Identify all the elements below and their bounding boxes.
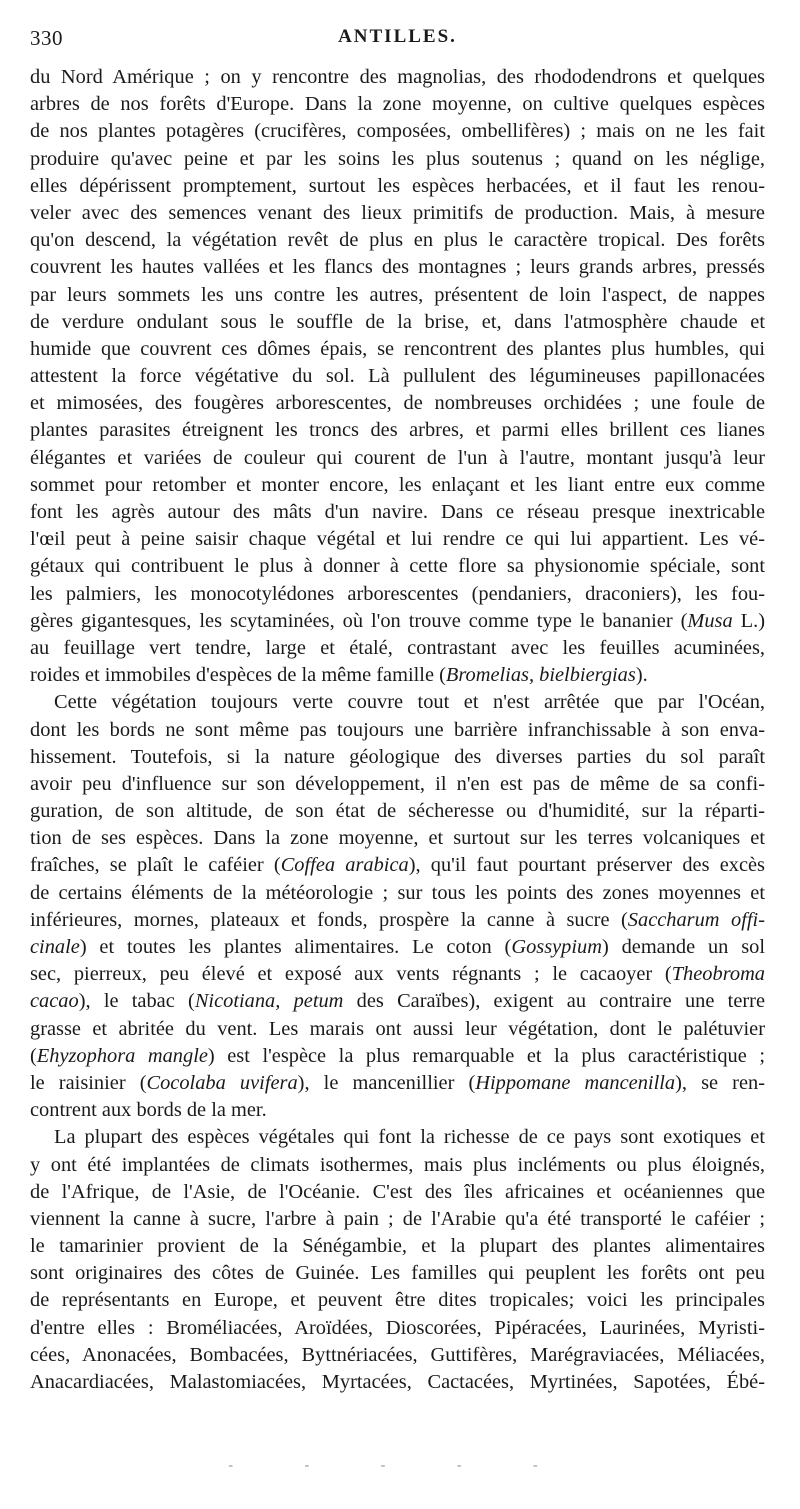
italic-term: Coffea arabica bbox=[280, 854, 409, 877]
italic-term: Nicotiana, petum bbox=[194, 990, 344, 1013]
italic-term: cinale bbox=[30, 936, 80, 958]
text-line bbox=[30, 744, 765, 771]
text-line bbox=[30, 526, 765, 553]
text-line bbox=[30, 173, 765, 200]
page-header bbox=[30, 26, 765, 56]
text-line bbox=[30, 717, 765, 744]
text-run: et mimosées, des fougères arborescentes, de nombreuses orchidées ; une foule de bbox=[30, 392, 765, 415]
text-run: guration, de son altitude, de son état de sécheresse ou d'humidité, sur la réparti- bbox=[30, 800, 765, 823]
text-run: ), le mancenillier ( bbox=[297, 1071, 476, 1094]
text-line bbox=[30, 282, 765, 309]
text-run: l'œil peut à peine saisir chaque végétal et lui rendre ce qui lui appartient. Les vé- bbox=[30, 528, 765, 551]
page-number: 330 bbox=[30, 26, 63, 50]
italic-term: Gossypium bbox=[511, 936, 602, 958]
text-run: ) et toutes les plantes alimentaires. Le coton ( bbox=[79, 936, 512, 958]
text-run: Anacardiacées, Malastomiacées, Myrtacées, Cactacées, Myrtinées, Sapotées, Ébé- bbox=[30, 1371, 765, 1393]
text-line bbox=[30, 689, 765, 716]
text-run: font les agrès autour des mâts d'un navire. Dans ce réseau presque inextricable bbox=[30, 501, 765, 523]
footer-marks: - - - - - bbox=[228, 1458, 572, 1473]
text-run: qu'on descend, la végétation revêt de plus en plus le caractère tropical. Des forêts bbox=[30, 229, 765, 252]
italic-term: cacao bbox=[30, 990, 79, 1013]
text-run: y ont été implantées de climats isothermes, mais plus incléments ou plus éloignés, bbox=[30, 1153, 765, 1176]
italic-term: Hippomane mancenilla bbox=[475, 1071, 676, 1094]
text-line bbox=[30, 852, 765, 879]
text-line bbox=[30, 445, 765, 472]
text-run: sommet pour retomber et monter encore, les enlaçant et les liant entre eux comme bbox=[30, 473, 765, 496]
text-run: roides et immobiles d'espèces de la même famille ( bbox=[30, 664, 446, 687]
text-run: L.) bbox=[732, 609, 765, 632]
text-line bbox=[30, 798, 765, 825]
text-run: produire qu'avec peine et par les soins les plus soutenus ; quand on les néglige, bbox=[30, 147, 765, 170]
text-run: ). bbox=[635, 664, 648, 687]
text-line bbox=[30, 1070, 765, 1097]
text-line bbox=[30, 146, 765, 173]
text-line bbox=[30, 227, 765, 254]
text-run: couvrent les hautes vallées et les flancs des montagnes ; leurs grands arbres, pressés bbox=[30, 256, 765, 279]
text-run: hissement. Toutefois, si la nature géologique des diverses parties du sol paraît bbox=[30, 745, 765, 768]
text-line bbox=[30, 662, 765, 689]
text-line bbox=[30, 309, 765, 336]
italic-term: Saccharum offi- bbox=[627, 908, 766, 931]
italic-term: Bromelias, bielbiergias bbox=[445, 664, 636, 687]
text-line bbox=[30, 880, 765, 907]
text-run: gères gigantesques, les scytaminées, où l'on trouve comme type le bananier ( bbox=[30, 609, 688, 632]
text-line bbox=[30, 1342, 765, 1369]
text-run: par leurs sommets les uns contre les autres, présentent de loin l'aspect, de nappes bbox=[30, 283, 765, 306]
text-line bbox=[30, 1152, 765, 1179]
text-run: veler avec des semences venant des lieux primitifs de production. Mais, à mesure bbox=[30, 201, 765, 224]
text-line bbox=[30, 1179, 765, 1206]
text-run: humide que couvrent ces dômes épais, se rencontrent des plantes plus humbles, qui bbox=[30, 337, 765, 360]
text-line bbox=[30, 417, 765, 444]
text-line bbox=[30, 988, 765, 1015]
text-line bbox=[30, 499, 765, 526]
text-run: d'entre elles : Broméliacées, Aroïdées, Dioscorées, Pipéracées, Laurinées, Myristi- bbox=[30, 1316, 765, 1339]
text-line bbox=[30, 1016, 765, 1043]
running-title: ANTILLES. bbox=[338, 26, 457, 47]
text-run: avoir peu d'influence sur son développement, il n'en est pas de même de sa confi- bbox=[30, 772, 765, 795]
text-run: gétaux qui contribuent le plus à donner à cette flore sa physionomie spéciale, sont bbox=[30, 555, 765, 578]
italic-term: Cocolaba uvifera bbox=[146, 1071, 298, 1094]
text-run: plantes parasites étreignent les troncs des arbres, et parmi elles brillent ces lianes bbox=[30, 419, 765, 442]
text-run: le tamarinier provient de la Sénégambie, et la plupart des plantes alimentaires bbox=[30, 1235, 765, 1258]
text-line bbox=[30, 1097, 765, 1124]
italic-term: Ehyzophora mangle bbox=[36, 1044, 208, 1067]
text-run: le raisinier ( bbox=[30, 1071, 147, 1094]
text-line bbox=[30, 934, 765, 961]
text-run: ( bbox=[30, 1044, 37, 1067]
text-run: des Caraïbes), exigent au contraire une terre bbox=[343, 990, 765, 1013]
text-run: cées, Anonacées, Bombacées, Byttnériacées, Guttifères, Marégraviacées, Méliacées, bbox=[30, 1343, 765, 1366]
text-line bbox=[30, 336, 765, 363]
text-line bbox=[30, 1287, 765, 1314]
text-line bbox=[30, 581, 765, 608]
text-run: La plupart des espèces végétales qui font la richesse de ce pays sont exotiques et bbox=[54, 1126, 765, 1149]
body-text bbox=[30, 64, 765, 1396]
text-line bbox=[30, 961, 765, 988]
text-line bbox=[30, 1124, 765, 1151]
text-line bbox=[30, 825, 765, 852]
text-run: fraîches, se plaît le caféier ( bbox=[30, 854, 281, 877]
text-run: de l'Afrique, de l'Asie, de l'Océanie. C'est des îles africaines et océaniennes que bbox=[30, 1180, 765, 1203]
text-line bbox=[30, 118, 765, 145]
text-run: contrent aux bords de la mer. bbox=[30, 1099, 267, 1122]
italic-term: Musa bbox=[687, 609, 733, 632]
text-run: de représentants en Europe, et peuvent être dites tropicales; voici les principales bbox=[30, 1289, 765, 1312]
text-run: ) est l'espèce la plus remarquable et la plus caractéristique ; bbox=[207, 1044, 765, 1067]
text-run: inférieures, mornes, plateaux et fonds, prospère la canne à sucre ( bbox=[30, 908, 628, 931]
text-line bbox=[30, 91, 765, 118]
text-run: du Nord Amérique ; on y rencontre des magnolias, des rhododendrons et quelques bbox=[30, 66, 765, 88]
text-run: élégantes et variées de couleur qui courent de l'un à l'autre, montant jusqu'à leur bbox=[30, 446, 765, 469]
text-run: ), qu'il faut pourtant préserver des excès bbox=[408, 854, 765, 877]
text-run: elles dépérissent promptement, surtout les espèces herbacées, et il faut les renou- bbox=[30, 174, 765, 197]
text-run: de certains éléments de la météorologie ; sur tous les points des zones moyennes et bbox=[30, 881, 765, 904]
text-run: ) demande un sol bbox=[601, 936, 765, 958]
text-run: de nos plantes potagères (crucifères, composées, ombellifères) ; mais on ne les fait bbox=[30, 120, 765, 143]
text-line bbox=[30, 1260, 765, 1287]
text-line bbox=[30, 635, 765, 662]
text-run: grasse et abritée du vent. Les marais ont aussi leur végétation, dont le palétuvier bbox=[30, 1017, 765, 1040]
text-run: de verdure ondulant sous le souffle de la brise, et, dans l'atmosphère chaude et bbox=[30, 310, 765, 333]
text-run: sont originaires des côtes de Guinée. Les familles qui peuplent les forêts ont peu bbox=[30, 1262, 765, 1285]
text-run: dont les bords ne sont même pas toujours une barrière infranchissable à son enva- bbox=[30, 718, 765, 741]
text-line bbox=[30, 553, 765, 580]
text-run: au feuillage vert tendre, large et étalé, contrastant avec les feuilles acuminées, bbox=[30, 636, 765, 659]
italic-term: Theobroma bbox=[671, 963, 765, 986]
text-run: ), se ren- bbox=[675, 1071, 766, 1094]
text-line bbox=[30, 1369, 765, 1396]
text-run: tion de ses espèces. Dans la zone moyenne, et surtout sur les terres volcaniques et bbox=[30, 827, 765, 850]
text-run: Cette végétation toujours verte couvre tout et n'est arrêtée que par l'Océan, bbox=[54, 691, 765, 714]
text-line bbox=[30, 1043, 765, 1070]
text-line bbox=[30, 771, 765, 798]
text-line bbox=[30, 608, 765, 635]
text-line bbox=[30, 64, 765, 91]
text-line bbox=[30, 1233, 765, 1260]
text-line bbox=[30, 254, 765, 281]
text-line bbox=[30, 1206, 765, 1233]
text-run: les palmiers, les monocotylédones arborescentes (pendaniers, draconiers), les fou- bbox=[30, 582, 765, 605]
text-run: sec, pierreux, peu élevé et exposé aux vents régnants ; le cacaoyer ( bbox=[30, 963, 672, 986]
text-run: ), le tabac ( bbox=[78, 990, 195, 1013]
text-line bbox=[30, 1315, 765, 1342]
text-run: attestent la force végétative du sol. Là pullulent des légumineuses papillonacées bbox=[30, 365, 765, 388]
text-run: viennent la canne à sucre, l'arbre à pain ; de l'Arabie qu'a été transporté le caféier ; bbox=[30, 1207, 765, 1230]
text-line bbox=[30, 200, 765, 227]
text-run: arbres de nos forêts d'Europe. Dans la zone moyenne, on cultive quelques espèces bbox=[30, 93, 765, 116]
text-line bbox=[30, 363, 765, 390]
text-line bbox=[30, 907, 765, 934]
text-line bbox=[30, 390, 765, 417]
text-line bbox=[30, 472, 765, 499]
